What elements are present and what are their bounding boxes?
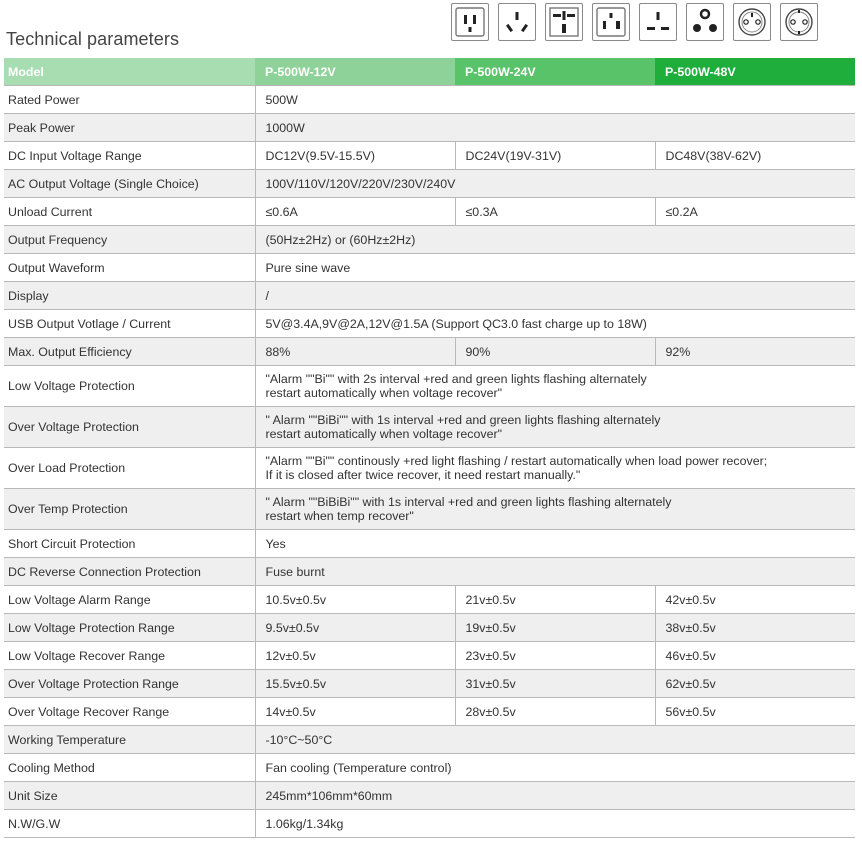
us-socket-icon (451, 3, 489, 41)
table-row (4, 586, 855, 614)
cell-value: -10°C~50°C (255, 726, 855, 754)
cell-value: (50Hz±2Hz) or (60Hz±2Hz) (255, 226, 855, 254)
spec-table (4, 58, 855, 838)
row-label: Output Waveform (4, 254, 255, 282)
table-row (4, 754, 855, 782)
socket-icons (451, 3, 827, 43)
row-label: Over Voltage Protection Range (4, 670, 255, 698)
universal-socket-icon (545, 3, 583, 41)
cell-value: Fuse burnt (255, 558, 855, 586)
row-label: Low Voltage Alarm Range (4, 586, 255, 614)
cell-value: 1.06kg/1.34kg (255, 810, 855, 838)
value-line-1: " Alarm ""BiBiBi"" with 1s interval +red and green lights flashing alternately (265, 495, 672, 509)
cell-v12: 14v±0.5v (255, 698, 455, 726)
cell-v12: 88% (255, 338, 455, 366)
cell-value (255, 407, 855, 448)
table-row (4, 782, 855, 810)
cell-v12: DC12V(9.5V-15.5V) (255, 142, 455, 170)
cell-v48: ≤0.2A (655, 198, 855, 226)
table-row (4, 310, 855, 338)
page-title: Technical parameters (6, 29, 180, 49)
value-line-1: "Alarm ""Bi"" continously +red light flashing / restart automatically when load power recover; (265, 454, 768, 468)
cell-v48: 46v±0.5v (655, 642, 855, 670)
cell-value: Pure sine wave (255, 254, 855, 282)
header-model: Model (4, 58, 255, 86)
row-label: Output Frequency (4, 226, 255, 254)
value-line-1: "Alarm ""Bi"" with 2s interval +red and green lights flashing alternately (265, 372, 647, 386)
header-48v: P-500W-48V (655, 58, 855, 86)
cell-v12: ≤0.6A (255, 198, 455, 226)
table-row (4, 530, 855, 558)
cell-v24: 19v±0.5v (455, 614, 655, 642)
cell-v12: 10.5v±0.5v (255, 586, 455, 614)
value-line-2: restart automatically when voltage recover" (265, 427, 502, 441)
cell-v48: 38v±0.5v (655, 614, 855, 642)
row-label: Over Load Protection (4, 448, 255, 489)
row-label: Low Voltage Protection Range (4, 614, 255, 642)
table-row (4, 407, 855, 448)
multi-socket-icon (592, 3, 630, 41)
cell-value: 100V/110V/120V/220V/230V/240V (255, 170, 855, 198)
br-socket-icon (639, 3, 677, 41)
row-label: Over Temp Protection (4, 489, 255, 530)
spec-table-body (4, 86, 855, 838)
cell-value: 500W (255, 86, 855, 114)
cell-value: 5V@3.4A,9V@2A,12V@1.5A (Support QC3.0 fast charge up to 18W) (255, 310, 855, 338)
cell-v24: 90% (455, 338, 655, 366)
row-label: AC Output Voltage (Single Choice) (4, 170, 255, 198)
row-label: DC Reverse Connection Protection (4, 558, 255, 586)
value-line-2: If it is closed after twice recover, it need restart manually." (265, 468, 581, 482)
row-label: Over Voltage Protection (4, 407, 255, 448)
row-label: Working Temperature (4, 726, 255, 754)
cell-v24: ≤0.3A (455, 198, 655, 226)
au-socket-icon (498, 3, 536, 41)
value-line-2: restart when temp recover" (265, 509, 414, 523)
table-row (4, 489, 855, 530)
table-row (4, 558, 855, 586)
header-12v: P-500W-12V (255, 58, 455, 86)
table-row (4, 726, 855, 754)
row-label: Display (4, 282, 255, 310)
table-row (4, 198, 855, 226)
cell-v12: 12v±0.5v (255, 642, 455, 670)
table-row (4, 142, 855, 170)
header-row (4, 58, 855, 86)
table-row (4, 670, 855, 698)
table-row (4, 170, 855, 198)
row-label: Unload Current (4, 198, 255, 226)
cell-v48: 62v±0.5v (655, 670, 855, 698)
cell-value: / (255, 282, 855, 310)
fr-socket-icon (733, 3, 771, 41)
cell-v24: 31v±0.5v (455, 670, 655, 698)
cell-v24: DC24V(19V-31V) (455, 142, 655, 170)
table-row (4, 114, 855, 142)
row-label: Max. Output Efficiency (4, 338, 255, 366)
table-row (4, 226, 855, 254)
row-label: Low Voltage Recover Range (4, 642, 255, 670)
cell-v12: 15.5v±0.5v (255, 670, 455, 698)
table-row (4, 338, 855, 366)
table-row (4, 614, 855, 642)
cell-v12: 9.5v±0.5v (255, 614, 455, 642)
row-label: N.W/G.W (4, 810, 255, 838)
cell-v24: 21v±0.5v (455, 586, 655, 614)
cell-value (255, 448, 855, 489)
row-label: Rated Power (4, 86, 255, 114)
row-label: Short Circuit Protection (4, 530, 255, 558)
cell-value: Yes (255, 530, 855, 558)
table-row (4, 86, 855, 114)
value-line-2: restart automatically when voltage recover" (265, 386, 502, 400)
cell-v48: 92% (655, 338, 855, 366)
row-label: Peak Power (4, 114, 255, 142)
cell-value: 1000W (255, 114, 855, 142)
table-row (4, 698, 855, 726)
row-label: Low Voltage Protection (4, 366, 255, 407)
table-row (4, 366, 855, 407)
table-row (4, 448, 855, 489)
cell-v48: 56v±0.5v (655, 698, 855, 726)
value-line-1: " Alarm ""BiBi"" with 1s interval +red and green lights flashing alternately (265, 413, 661, 427)
uk-socket-icon (686, 3, 724, 41)
cell-v24: 23v±0.5v (455, 642, 655, 670)
cell-value: 245mm*106mm*60mm (255, 782, 855, 810)
cell-value (255, 489, 855, 530)
table-row (4, 642, 855, 670)
table-row (4, 282, 855, 310)
cell-v48: 42v±0.5v (655, 586, 855, 614)
header-24v: P-500W-24V (455, 58, 655, 86)
cell-value: Fan cooling (Temperature control) (255, 754, 855, 782)
row-label: DC Input Voltage Range (4, 142, 255, 170)
cell-v24: 28v±0.5v (455, 698, 655, 726)
table-row (4, 254, 855, 282)
row-label: USB Output Votlage / Current (4, 310, 255, 338)
table-row (4, 810, 855, 838)
eu-socket-icon (780, 3, 818, 41)
cell-value (255, 366, 855, 407)
row-label: Over Voltage Recover Range (4, 698, 255, 726)
cell-v48: DC48V(38V-62V) (655, 142, 855, 170)
row-label: Cooling Method (4, 754, 255, 782)
row-label: Unit Size (4, 782, 255, 810)
